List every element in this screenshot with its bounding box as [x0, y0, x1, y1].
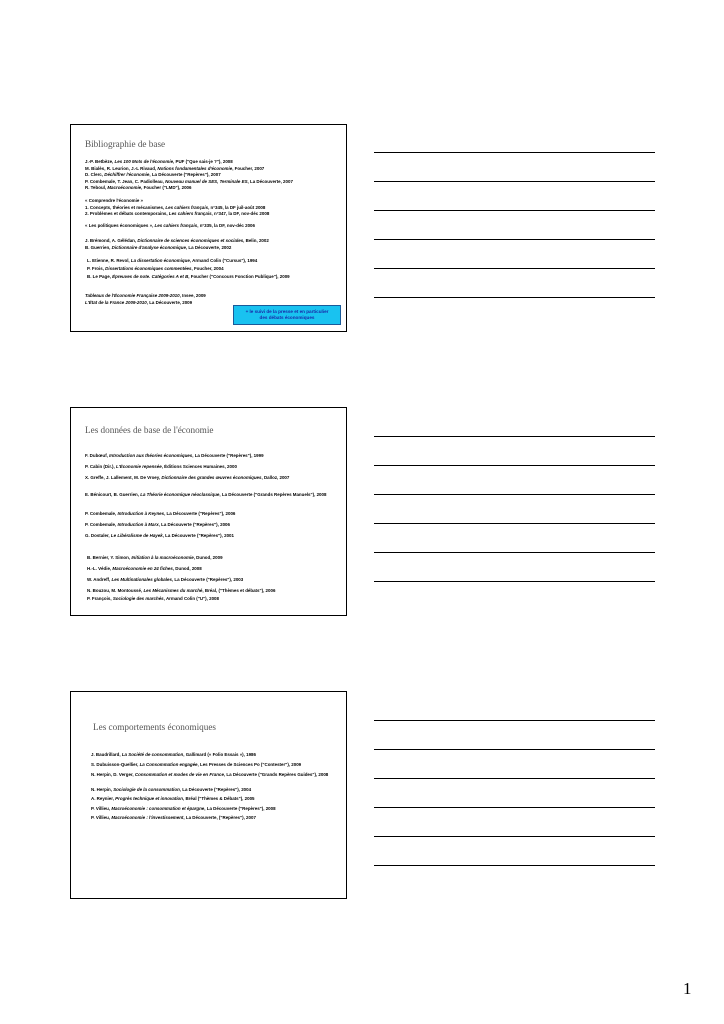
- reference-text: , Armand Colin ("Cursus"), 1994: [189, 258, 258, 263]
- slide-comportements: [70, 691, 347, 899]
- reference-text: , Dalloz, 2007: [261, 475, 290, 480]
- reference-text: S. Dubuisson-Quellier,: [91, 762, 140, 767]
- reference-item: [85, 179, 293, 184]
- slide-title: Les données de base de l'économie: [85, 425, 214, 435]
- reference-text: , La Découverte ("Grands Repères Manuels"), 2008: [219, 492, 327, 497]
- reference-text: , La Découverte ("Repères"), 2001: [162, 533, 234, 538]
- reference-title: Notions fondamentales d'économie: [157, 165, 233, 171]
- reference-item: [87, 596, 219, 601]
- reference-item: [87, 588, 275, 593]
- reference-text: , Bréal ("Thèmes & Débats"), 2005: [182, 796, 255, 801]
- reference-title: Consommation et modes de vie en France: [134, 772, 224, 777]
- reference-text: D. Clerc,: [85, 172, 105, 177]
- reference-text: , La Découverte, 2009: [146, 300, 193, 305]
- callout-line: des débats économiques: [259, 315, 315, 320]
- callout-line: + le suivi de la presse et en particulier: [245, 309, 329, 314]
- reference-text: P. Combemale,: [85, 522, 118, 527]
- reference-item: [85, 223, 255, 228]
- slide-donnees-de-base: [70, 407, 347, 616]
- reference-item: [87, 555, 223, 560]
- reference-title: Dictionnaire des grandes œuvres économiques: [161, 475, 262, 480]
- reference-text: J.-P. Betbèze,: [85, 159, 115, 164]
- reference-text: P. Combemale, T. Jean, C. Padiolleau,: [85, 178, 166, 184]
- reference-item: [85, 166, 264, 171]
- note-line: [374, 465, 655, 466]
- reference-title: Dissertations économiques commentées: [105, 266, 192, 271]
- reference-text: P. François,: [87, 596, 113, 601]
- reference-text: P. Villieu,: [91, 815, 112, 820]
- reference-text: , Bréal, ("Thèmes et débats"), 2006: [202, 588, 276, 593]
- press-callout-box: [233, 305, 341, 325]
- reference-title: Tableaux de l'Économie Française 2009-2010: [85, 293, 180, 298]
- reference-text: M. Bialès, R. Leurion, J.-L Rivaud,: [85, 165, 158, 171]
- reference-text: , Dunod, 2008: [172, 566, 202, 571]
- reference-item: [85, 205, 265, 210]
- reference-text: , Gallimard (« Folio Essais »), 1986: [183, 752, 256, 757]
- reference-text: N. Bouzou, M. Montoussé,: [87, 588, 144, 593]
- reference-item: [87, 266, 224, 271]
- reference-text: , Foucher, 2007: [232, 165, 265, 171]
- note-line: [374, 436, 655, 437]
- reference-item: [91, 815, 256, 820]
- note-line: [374, 297, 655, 298]
- slide-title: Les comportements économiques: [93, 722, 216, 732]
- reference-text: 2. Problèmes et débats contemporains,: [85, 211, 169, 216]
- note-line: [374, 552, 655, 553]
- reference-item: [87, 274, 290, 279]
- reference-title: Épreuves de note. Catégories A et B: [112, 274, 189, 279]
- reference-text: , La Découverte, 2007: [247, 178, 293, 184]
- reference-text: , n°335, la DF, nov-déc 2006: [197, 223, 255, 228]
- reference-title: L'État de la France 2009-2010: [85, 300, 147, 305]
- reference-text: , La Découverte, ("Repères"), 2007: [183, 815, 256, 820]
- reference-item: [85, 245, 231, 250]
- reference-title: La dissertation économique: [130, 258, 190, 263]
- note-line: [374, 152, 655, 153]
- reference-text: , La Découverte ("Repères"), 2007: [149, 172, 221, 177]
- reference-text: L. Etienne, R. Revol,: [87, 258, 131, 263]
- reference-title: Macroéconomie: [107, 185, 142, 190]
- reference-item: [85, 293, 206, 298]
- reference-text: G. Dostaler,: [85, 533, 111, 538]
- reference-title: Dictionnaire d'analyse économique: [111, 245, 186, 250]
- reference-text: , Les Presses de Sciences Po ("Contester"), 2009: [197, 762, 302, 767]
- reference-text: B. Guerrien,: [85, 245, 112, 250]
- reference-title: Le Libéralisme de Hayek: [110, 533, 163, 538]
- reference-text: , n°347, la DF, nov-déc 2008: [211, 211, 270, 216]
- reference-title: Déchiffrer l'économie: [104, 172, 150, 177]
- reference-title: Introduction à Keynes: [117, 511, 165, 516]
- reference-text: , n°345, la DF juil-août 2008: [208, 204, 266, 210]
- note-line: [374, 210, 655, 211]
- reference-text: , La Découverte ("Repères"), 2006: [164, 511, 236, 516]
- reference-text: , Insee, 2009: [179, 293, 206, 298]
- reference-text: , La Découverte ("Repères"), 1999: [192, 453, 264, 458]
- reference-text: , PUF ("Que sais-je ?"), 2008: [173, 159, 233, 164]
- reference-item: [91, 787, 251, 792]
- page-number: 1: [683, 979, 692, 998]
- reference-text: , La Découverte ("Repères"), 2004: [179, 787, 252, 792]
- reference-text: 1. Concepts, théories et mécanismes,: [85, 204, 166, 210]
- note-line: [374, 836, 655, 837]
- reference-title: La Société de consommation: [121, 752, 184, 757]
- reference-item: [85, 211, 269, 216]
- reference-text: F. Dubœuf,: [85, 453, 110, 458]
- reference-text: X. Greffe, J. Lallement, M. De Vroey,: [85, 475, 162, 480]
- reference-title: Dictionnaire de sciences économiques et sociales: [137, 238, 244, 243]
- note-line: [374, 865, 655, 866]
- reference-text: W. Andreff,: [87, 577, 112, 582]
- reference-text: , Foucher, 2004: [191, 266, 224, 271]
- reference-item: [85, 492, 331, 497]
- reference-text: N. Herpin, D. Verger,: [91, 772, 135, 777]
- reference-title: L'Économie repensée: [116, 464, 162, 469]
- reference-title: Les cahiers français: [165, 204, 209, 210]
- reference-item: [85, 198, 143, 203]
- note-line: [374, 268, 655, 269]
- reference-text: , Foucher ("LMD"), 2006: [141, 185, 192, 190]
- reference-text: , La Découverte ("Repères"), 2008: [204, 806, 276, 811]
- slide-bibliographie: [70, 124, 347, 332]
- note-line: [374, 494, 655, 495]
- reference-item: [85, 533, 234, 538]
- reference-text: , La Découverte ("Grands Repères Guides"), 2008: [223, 772, 329, 777]
- reference-text: , La Découverte, 2002: [185, 245, 232, 250]
- reference-text: , La Découverte ("Repères"), 2003: [171, 577, 244, 582]
- note-line: [374, 523, 655, 524]
- reference-text: B. Le Page,: [87, 274, 113, 279]
- reference-item: [85, 453, 264, 458]
- reference-title: La Théorie économique néoclassique: [140, 492, 220, 497]
- reference-title: Introduction à Marx: [117, 522, 159, 527]
- note-line: [374, 720, 655, 721]
- reference-text: , Foucher ("Concours Fonction Publique"), 2009: [188, 274, 290, 279]
- reference-title: Sociologie de la consommation: [113, 787, 180, 792]
- reference-text: « Comprendre l'économie »: [85, 198, 144, 203]
- reference-item: [85, 172, 221, 177]
- reference-text: P. Cabin (Dir.),: [85, 464, 116, 469]
- reference-text: P. Combemale,: [85, 511, 118, 516]
- reference-title: Les Multinationales globales: [111, 577, 172, 582]
- reference-item: [85, 475, 289, 480]
- reference-text: A. Reynier,: [91, 796, 116, 801]
- reference-title: Nouveau manuel de SES, Terminale ES: [165, 178, 248, 184]
- reference-item: [91, 806, 276, 811]
- reference-text: J. Brémond, A. Gélédan,: [85, 238, 138, 243]
- slide-title: Bibliographie de base: [85, 139, 166, 149]
- reference-title: Les 100 Mots de l'économie: [114, 159, 174, 164]
- reference-title: Les cahiers français: [168, 211, 212, 216]
- reference-item: [85, 511, 235, 516]
- reference-text: , Belin, 2002: [243, 238, 269, 243]
- reference-item: [87, 258, 257, 263]
- reference-title: Macroéconomie en 24 fiches: [112, 566, 173, 571]
- reference-text: , Éditions Sciences Humaines, 2000: [161, 464, 237, 469]
- reference-item: [91, 752, 256, 757]
- reference-item: [87, 566, 202, 571]
- note-line: [374, 778, 655, 779]
- reference-text: , Dunod, 2009: [193, 555, 223, 560]
- reference-text: « Les politiques économiques »,: [85, 223, 155, 228]
- reference-text: J. Baudrillard,: [91, 752, 122, 757]
- reference-title: Initiation à la macroéconomie: [131, 555, 194, 560]
- reference-title: Progrès technique et innovation: [115, 796, 183, 801]
- note-line: [374, 807, 655, 808]
- reference-title: Sociologie des marchés: [112, 596, 164, 601]
- reference-text: B. Bernier, Y. Simon,: [87, 555, 132, 560]
- reference-item: [85, 159, 233, 164]
- reference-item: [85, 464, 237, 469]
- reference-item: [91, 762, 301, 767]
- reference-item: [91, 772, 331, 777]
- reference-title: Introduction aux théories économiques: [109, 453, 193, 458]
- reference-title: Les cahiers français: [154, 223, 198, 228]
- reference-text: P. Frois,: [87, 266, 106, 271]
- reference-text: P. Villieu,: [91, 806, 112, 811]
- reference-title: Les Mécanismes du marché: [143, 588, 203, 593]
- reference-item: [85, 238, 269, 243]
- reference-item: [85, 185, 191, 190]
- reference-text: , Armand Colin ("U"), 2008: [163, 596, 219, 601]
- reference-text: E. Bénicourt, B. Guerrien,: [85, 492, 141, 497]
- note-line: [374, 581, 655, 582]
- reference-item: [87, 577, 243, 582]
- reference-title: Macroéconomie : consommation et épargne: [111, 806, 205, 811]
- reference-text: R. Teboul,: [85, 185, 108, 190]
- reference-title: La Consommation engagée: [139, 762, 198, 767]
- note-line: [374, 749, 655, 750]
- reference-item: [85, 300, 192, 305]
- reference-item: [91, 796, 255, 801]
- note-line: [374, 181, 655, 182]
- reference-text: , La Découverte ("Repères"), 2006: [158, 522, 230, 527]
- reference-title: Macroéconomie : l'investissement: [111, 815, 184, 820]
- note-line: [374, 239, 655, 240]
- reference-item: [85, 522, 230, 527]
- reference-text: N. Herpin,: [91, 787, 114, 792]
- reference-text: H.-L. Védie,: [87, 566, 113, 571]
